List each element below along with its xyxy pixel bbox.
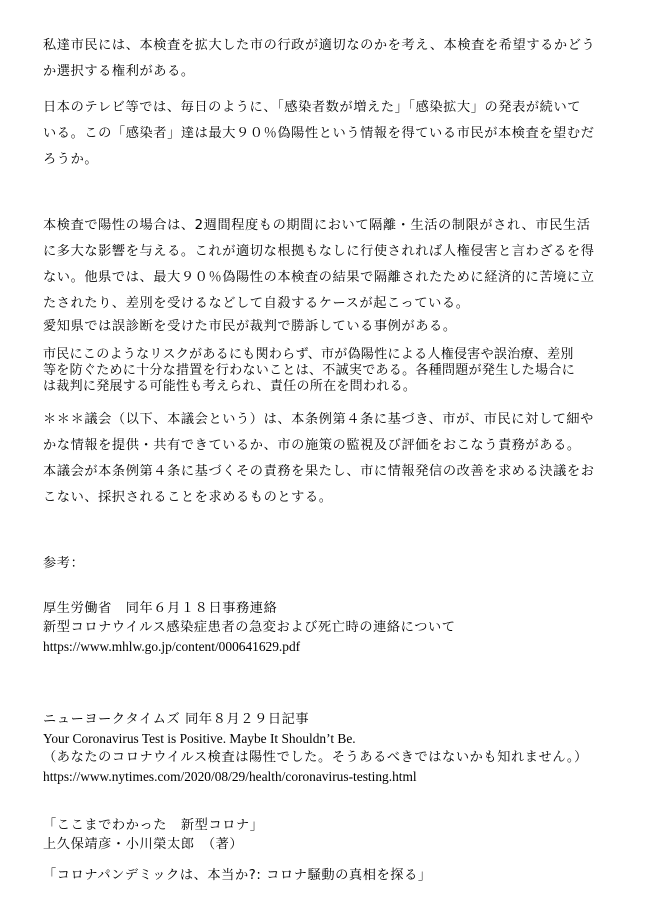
reference-url: https://www.nytimes.com/2020/08/29/health/coronavirus-testing.html [43, 769, 417, 784]
text-line: 等を防ぐために十分な措置を行わないことは、不誠実である。各種問題が発生した場合に [43, 363, 576, 378]
text-line: いる。この「感染者」達は最大９０％偽陽性という情報を得ている市民が本検査を望むだ [43, 126, 595, 141]
text-line: 市民にこのようなリスクがあるにも関わらず、市が偽陽性による人権侵害や誤治療、差別 [43, 347, 574, 362]
reference-url: https://www.mhlw.go.jp/content/000641629.pdf [43, 639, 301, 654]
references-heading: 参考： [43, 556, 85, 571]
paragraph-city-risk [43, 347, 628, 395]
paragraph-council-duty [43, 407, 628, 511]
text-line: 日本のテレビ等では、毎日のように、「感染者数が増えた」「感染拡大」の発表が続いて [43, 100, 582, 115]
text-line: かな情報を提供・共有できているか、市の施策の監視及び評価をおこなう責務がある。 [43, 438, 581, 453]
text-line: か選択する権利がある。 [43, 64, 195, 79]
paragraph-positive-consequences [43, 213, 628, 336]
text-line: ＊＊＊議会（以下、本議会という）は、本条例第４条に基づき、市が、市民に対して細や [43, 412, 594, 427]
text-line: 本検査で陽性の場合は、2週間程度もの期間において隔離・生活の制限がされ、市民生活 [43, 218, 591, 233]
reference-mhlw [43, 599, 628, 656]
text-line: 私達市民には、本検査を拡大した市の行政が適切なのかを考え、本検査を希望するかどう [43, 38, 596, 53]
reference-title-ja: （あなたのコロナウイルス検査は陽性でした。そうあるべきではないかも知れません。） [43, 750, 588, 765]
text-line: たされたり、差別を受けるなどして自殺するケースが起こっている。 [43, 296, 470, 311]
reference-title: 「コロナパンデミックは、本当か?: コロナ騒動の真相を探る」 [43, 868, 432, 883]
text-line: こない、採択されることを求めるものとする。 [43, 490, 333, 505]
text-line: に多大な影響を与える。これが適切な根拠もなしに行使されれば人権侵害と言わざるを得 [43, 244, 595, 259]
reference-title-en: Your Coronavirus Test is Positive. Maybe It Shouldn’t Be. [43, 731, 356, 746]
paragraph-tv-reports [43, 95, 628, 173]
reference-book-2 [43, 866, 628, 885]
reference-title: 新型コロナウイルス感染症患者の急変および死亡時の連絡について [43, 620, 456, 635]
paragraph-right-to-choose [43, 33, 628, 85]
text-line: 愛知県では誤診断を受けた市民が裁判で勝訴している事例がある。 [43, 319, 457, 334]
text-line: ない。他県では、最大９０％偽陽性の本検査の結果で隔離されたために経済的に苦境に立 [43, 270, 595, 285]
text-line: 本議会が本条例第４条に基づくその責務を果たし、市に情報発信の改善を求める決議をお [43, 464, 595, 479]
reference-source: 厚生労働省 同年６月１８日事務連絡 [43, 601, 278, 616]
reference-book-1 [43, 816, 628, 854]
reference-authors: 上久保靖彦・小川榮太郎 （著） [43, 837, 244, 852]
text-line: ろうか。 [43, 152, 99, 167]
reference-source: ニューヨークタイムズ 同年８月２９日記事 [43, 712, 310, 727]
reference-title: 「ここまでわかった 新型コロナ」 [43, 818, 264, 833]
text-line: は裁判に発展する可能性も考えられ、責任の所在を問われる。 [43, 379, 417, 394]
reference-nytimes [43, 710, 628, 786]
